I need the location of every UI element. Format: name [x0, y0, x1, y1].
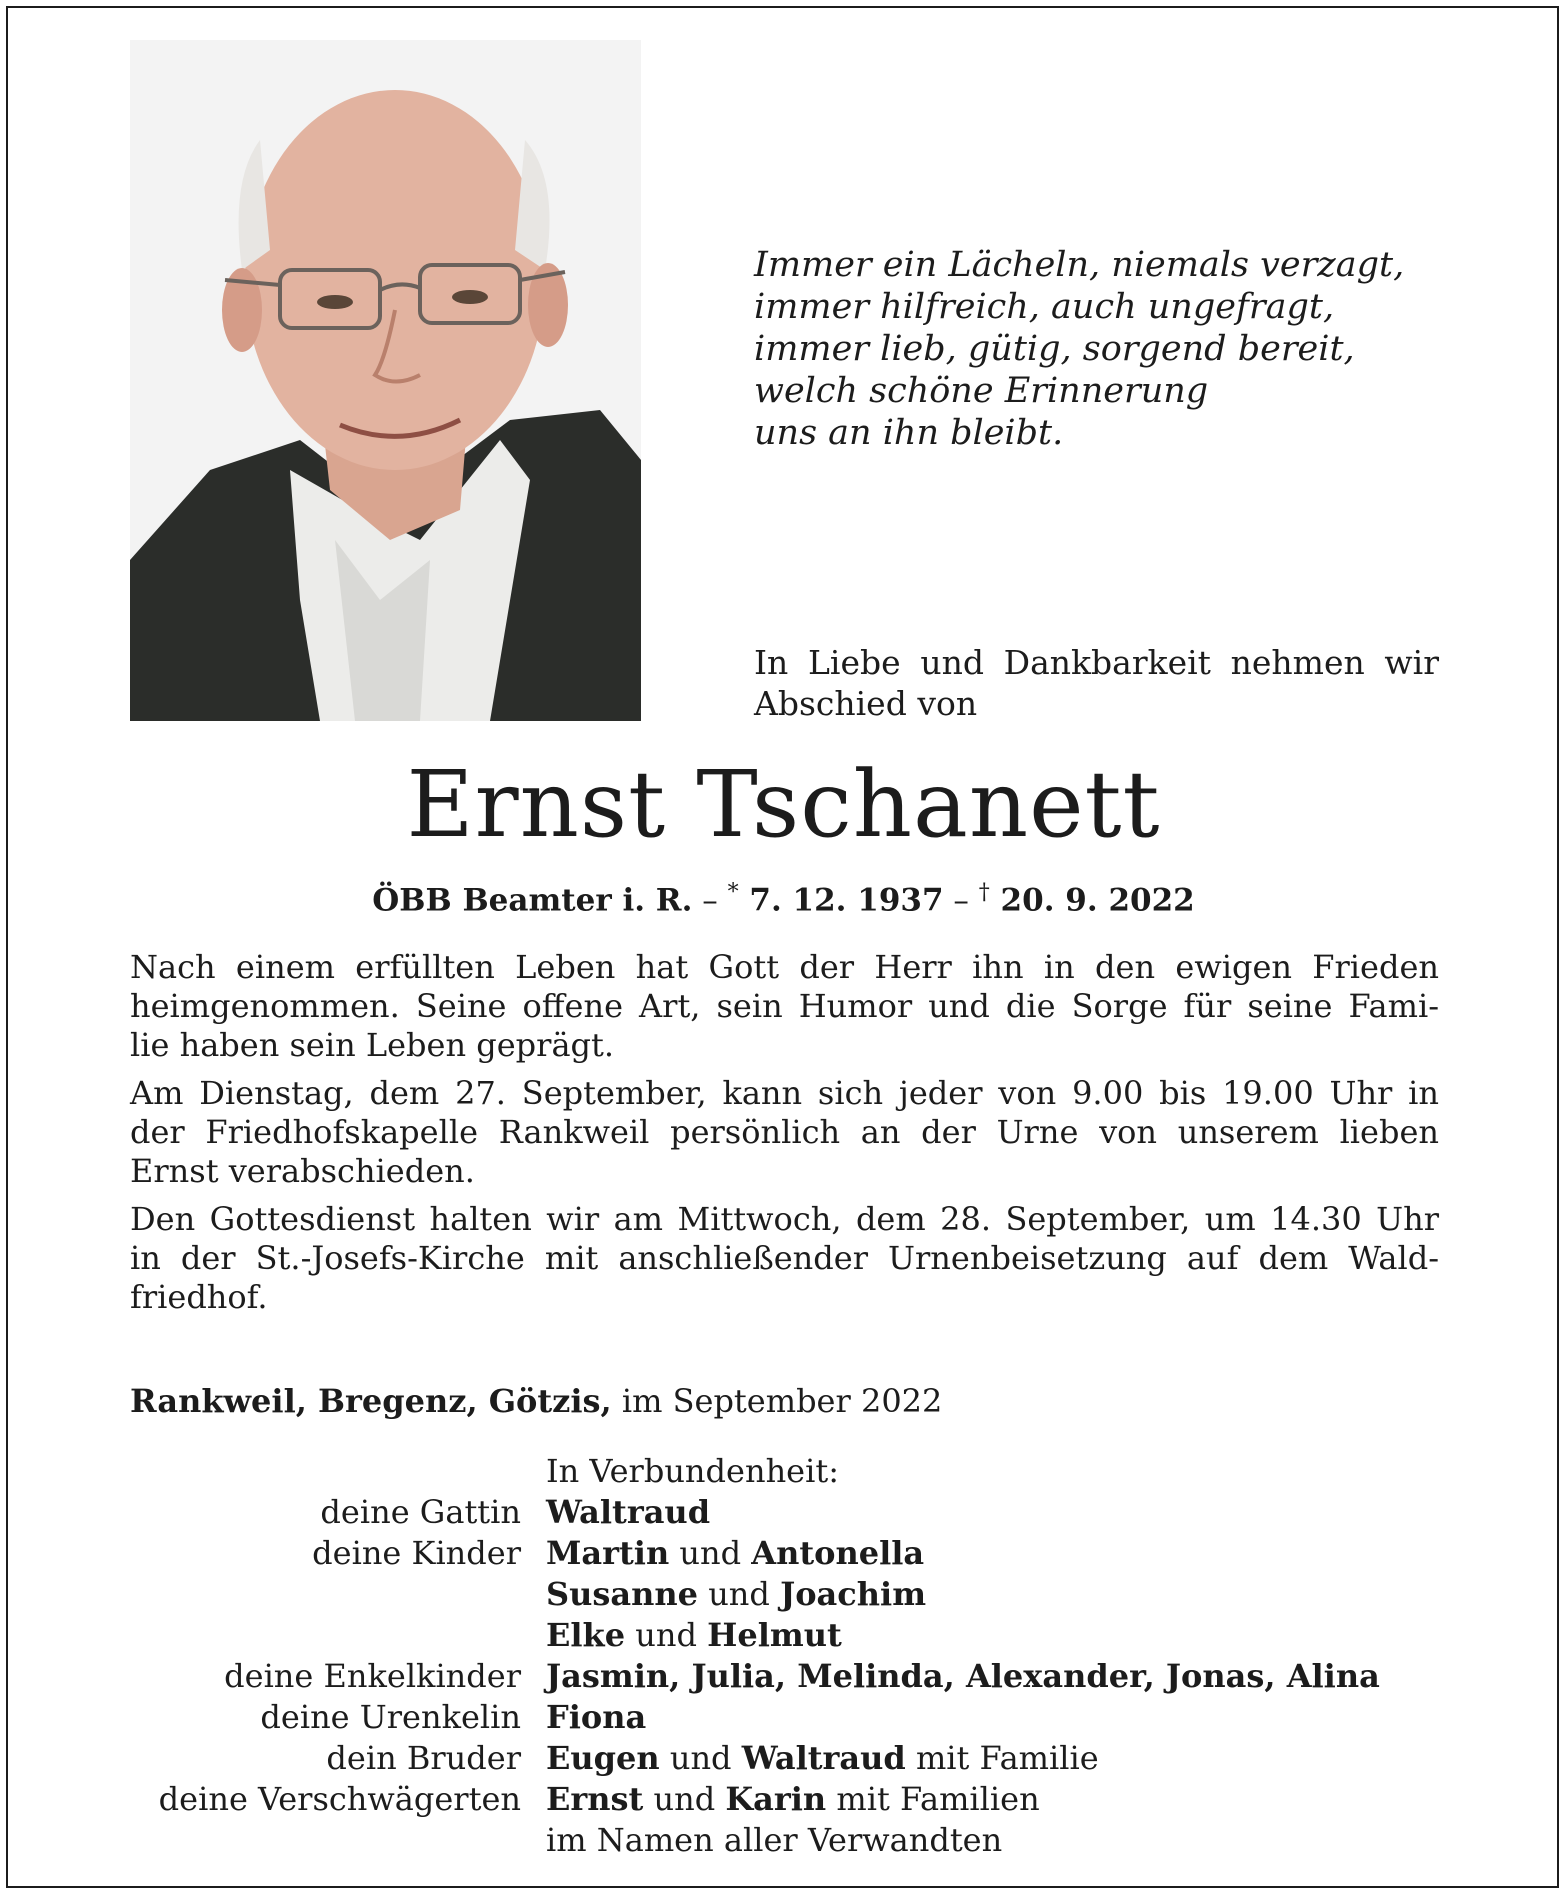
mourner-names [546, 1574, 926, 1615]
family-row [0, 1574, 1567, 1615]
portrait-photo [130, 40, 641, 721]
towns: Rankweil, Bregenz, Götzis, [130, 1382, 612, 1420]
date: im September 2022 [611, 1382, 943, 1420]
poem-line: Immer ein Lächeln, niemals verzagt, [754, 245, 1405, 285]
poem-line: immer lieb, gütig, sorgend bereit, [754, 329, 1355, 369]
mourner: Waltraud [741, 1739, 906, 1777]
mourner: Martin [546, 1534, 670, 1572]
relation: deine Kinder [312, 1534, 521, 1572]
mourner-names [546, 1697, 646, 1738]
mourner: Antonella [751, 1534, 925, 1572]
mourner-names [546, 1779, 1040, 1820]
relation: deine Enkelkinder [224, 1657, 521, 1695]
intro-line: Abschied von [754, 684, 978, 723]
family-row [0, 1533, 1567, 1574]
separator: – [692, 882, 728, 919]
connector: und [643, 1780, 726, 1818]
deceased-name: Ernst Tschanett [406, 751, 1161, 858]
mourner: Waltraud [546, 1493, 711, 1531]
relation: dein Bruder [326, 1739, 521, 1777]
relation: deine Verschwägerten [158, 1780, 521, 1818]
text-line: der Friedhofskapelle Rankweil persönlich an der Urne von unserem lieben [130, 1113, 1439, 1151]
relation: deine Urenkelin [260, 1698, 521, 1736]
occupation: ÖBB Beamter i. R. [372, 882, 693, 919]
birth-date: 7. 12. 1937 [738, 882, 944, 919]
text-line: Nach einem erfüllten Leben hat Gott der Herr ihn in den ewigen Frieden [130, 948, 1439, 986]
family-closing-row [0, 1820, 1567, 1861]
mourner: Eugen [546, 1739, 660, 1777]
mourner-names [546, 1615, 842, 1656]
mourner-names [546, 1656, 1380, 1697]
birth-symbol: * [727, 880, 739, 905]
mourner-names [546, 1492, 710, 1533]
family-row [0, 1779, 1567, 1820]
family-row [0, 1656, 1567, 1697]
connector: und [669, 1534, 752, 1572]
deceased-details [0, 873, 1567, 920]
connector: und [698, 1575, 781, 1613]
family-heading-row [0, 1451, 1567, 1492]
text-line: Den Gottesdienst halten wir am Mittwoch, dem 28. September, um 14.30 Uhr [130, 1200, 1439, 1238]
text-line: Ernst verabschieden. [130, 1152, 475, 1190]
farewell-intro [754, 642, 1439, 724]
family-row [0, 1738, 1567, 1779]
mourner: Ernst [546, 1780, 644, 1818]
death-date: 20. 9. 2022 [989, 882, 1195, 919]
mourner: Joachim [780, 1575, 927, 1613]
family-closing: im Namen aller Verwandten [546, 1821, 1003, 1859]
mourner-names [546, 1533, 924, 1574]
mourner: Elke [546, 1616, 626, 1654]
text-line: Am Dienstag, dem 27. September, kann sich jeder von 9.00 bis 19.00 Uhr in [130, 1074, 1439, 1112]
relation: deine Gattin [320, 1493, 521, 1531]
connector: und [659, 1739, 742, 1777]
poem-line: uns an ihn bleibt. [754, 413, 1064, 453]
suffix: mit Familien [826, 1780, 1040, 1818]
family-heading: In Verbundenheit: [546, 1452, 839, 1490]
paragraph-service [130, 1200, 1439, 1317]
mourner: Fiona [546, 1698, 647, 1736]
memorial-poem [754, 244, 1404, 454]
mourner: Jasmin, Julia, Melinda, Alexander, Jonas, Alina [546, 1657, 1380, 1695]
mourner: Karin [725, 1780, 827, 1818]
poem-line: welch schöne Erinnerung [754, 371, 1209, 411]
text-line: in der St.-Josefs-Kirche mit anschließender Urnenbeisetzung auf dem Wald- [130, 1239, 1439, 1277]
family-row [0, 1615, 1567, 1656]
intro-line: In Liebe und Dankbarkeit nehmen wir [754, 643, 1439, 682]
mourner: Susanne [546, 1575, 699, 1613]
family-row [0, 1697, 1567, 1738]
text-line: friedhof. [130, 1278, 268, 1316]
suffix: mit Familie [905, 1739, 1099, 1777]
separator: – [943, 882, 979, 919]
text-line: heimgenommen. Seine offene Art, sein Humor und die Sorge für seine Fami- [130, 987, 1439, 1025]
death-symbol: † [978, 880, 990, 905]
mourner: Helmut [707, 1616, 842, 1654]
family-row [0, 1492, 1567, 1533]
paragraph-viewing [130, 1074, 1439, 1191]
paragraph-life [130, 948, 1439, 1065]
text-line: lie haben sein Leben geprägt. [130, 1026, 615, 1064]
poem-line: immer hilfreich, auch ungefragt, [754, 287, 1335, 327]
connector: und [625, 1616, 708, 1654]
place-and-date [130, 1381, 942, 1421]
mourner-names [546, 1738, 1099, 1779]
announcement-text [130, 948, 1439, 1326]
